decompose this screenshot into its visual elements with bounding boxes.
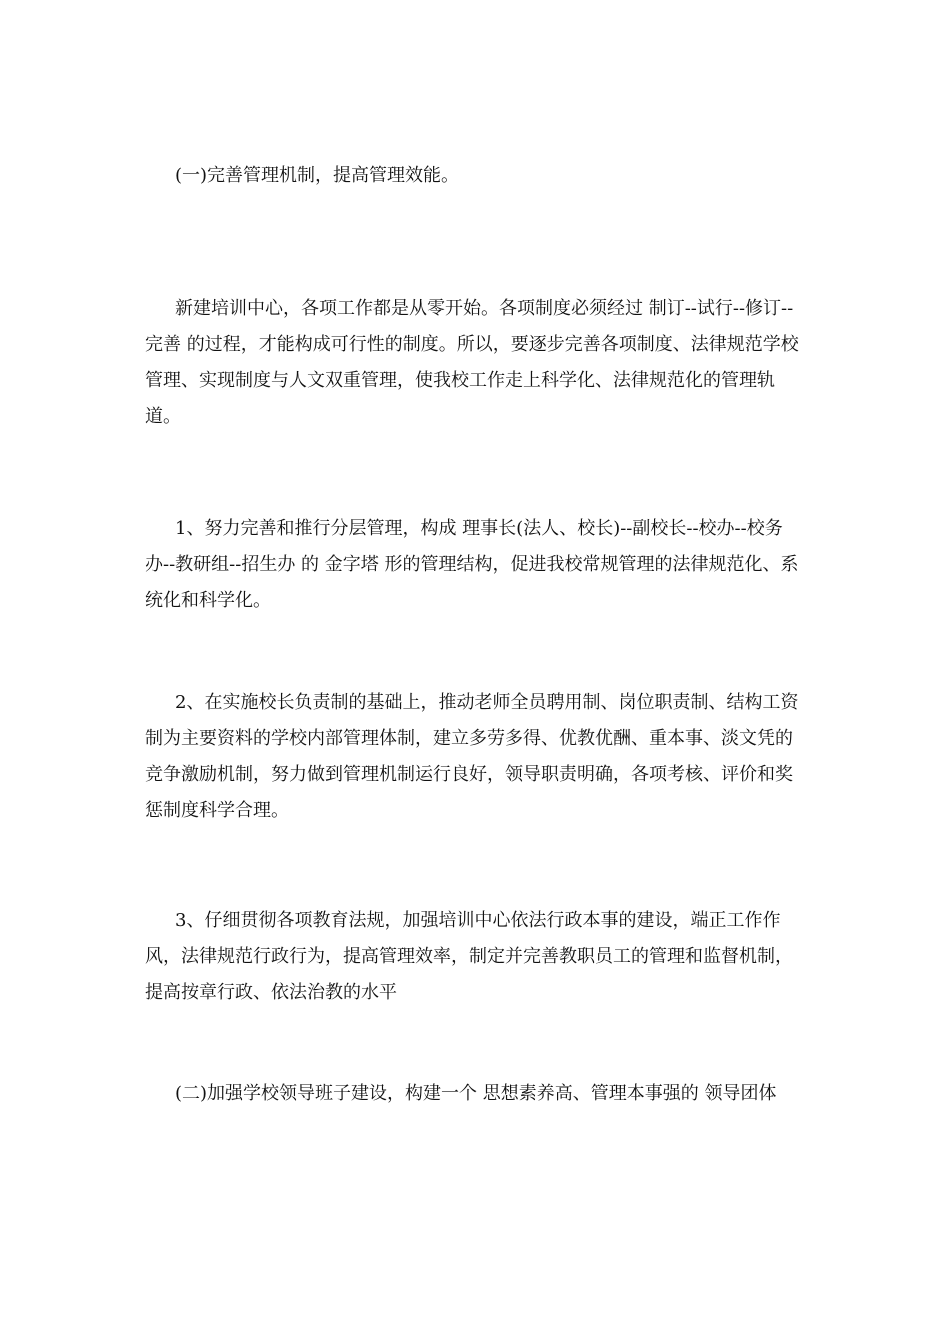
section-heading-1: (一)完善管理机制，提高管理效能。	[175, 165, 460, 186]
list-item-2: 2、在实施校长负责制的基础上，推动老师全员聘用制、岗位职责制、结构工资制为主要资料的学校内部管理体制，建立多劳多得、优教优酬、重本事、淡文凭的竞争激励机制，努力做到管理机制运行良好，领导职责明确，各项考核、评价和奖惩制度科学合理。	[145, 692, 799, 821]
list-item-1: 1、努力完善和推行分层管理，构成 理事长(法人、校长)--副校长--校办--校务办--教研组--招生办 的 金字塔 形的管理结构，促进我校常规管理的法律规范化、系统化和科学化。	[145, 518, 799, 611]
list-item-3: 3、仔细贯彻各项教育法规，加强培训中心依法行政本事的建设，端正工作作风，法律规范行政行为，提高管理效率，制定并完善教职员工的管理和监督机制，提高按章行政、依法治教的水平	[145, 910, 793, 1003]
body-paragraph-intro: 新建培训中心，各项工作都是从零开始。各项制度必须经过 制订--试行--修订--完善 的过程，才能构成可行性的制度。所以，要逐步完善各项制度、法律规范学校管理、实现制度与人文双重管理，使我校工作走上科学化、法律规范化的管理轨道。	[145, 298, 799, 427]
section-heading-2: (二)加强学校领导班子建设，构建一个 思想素养高、管理本事强的 领导团体	[175, 1083, 777, 1104]
document-page	[145, 0, 805, 1344]
